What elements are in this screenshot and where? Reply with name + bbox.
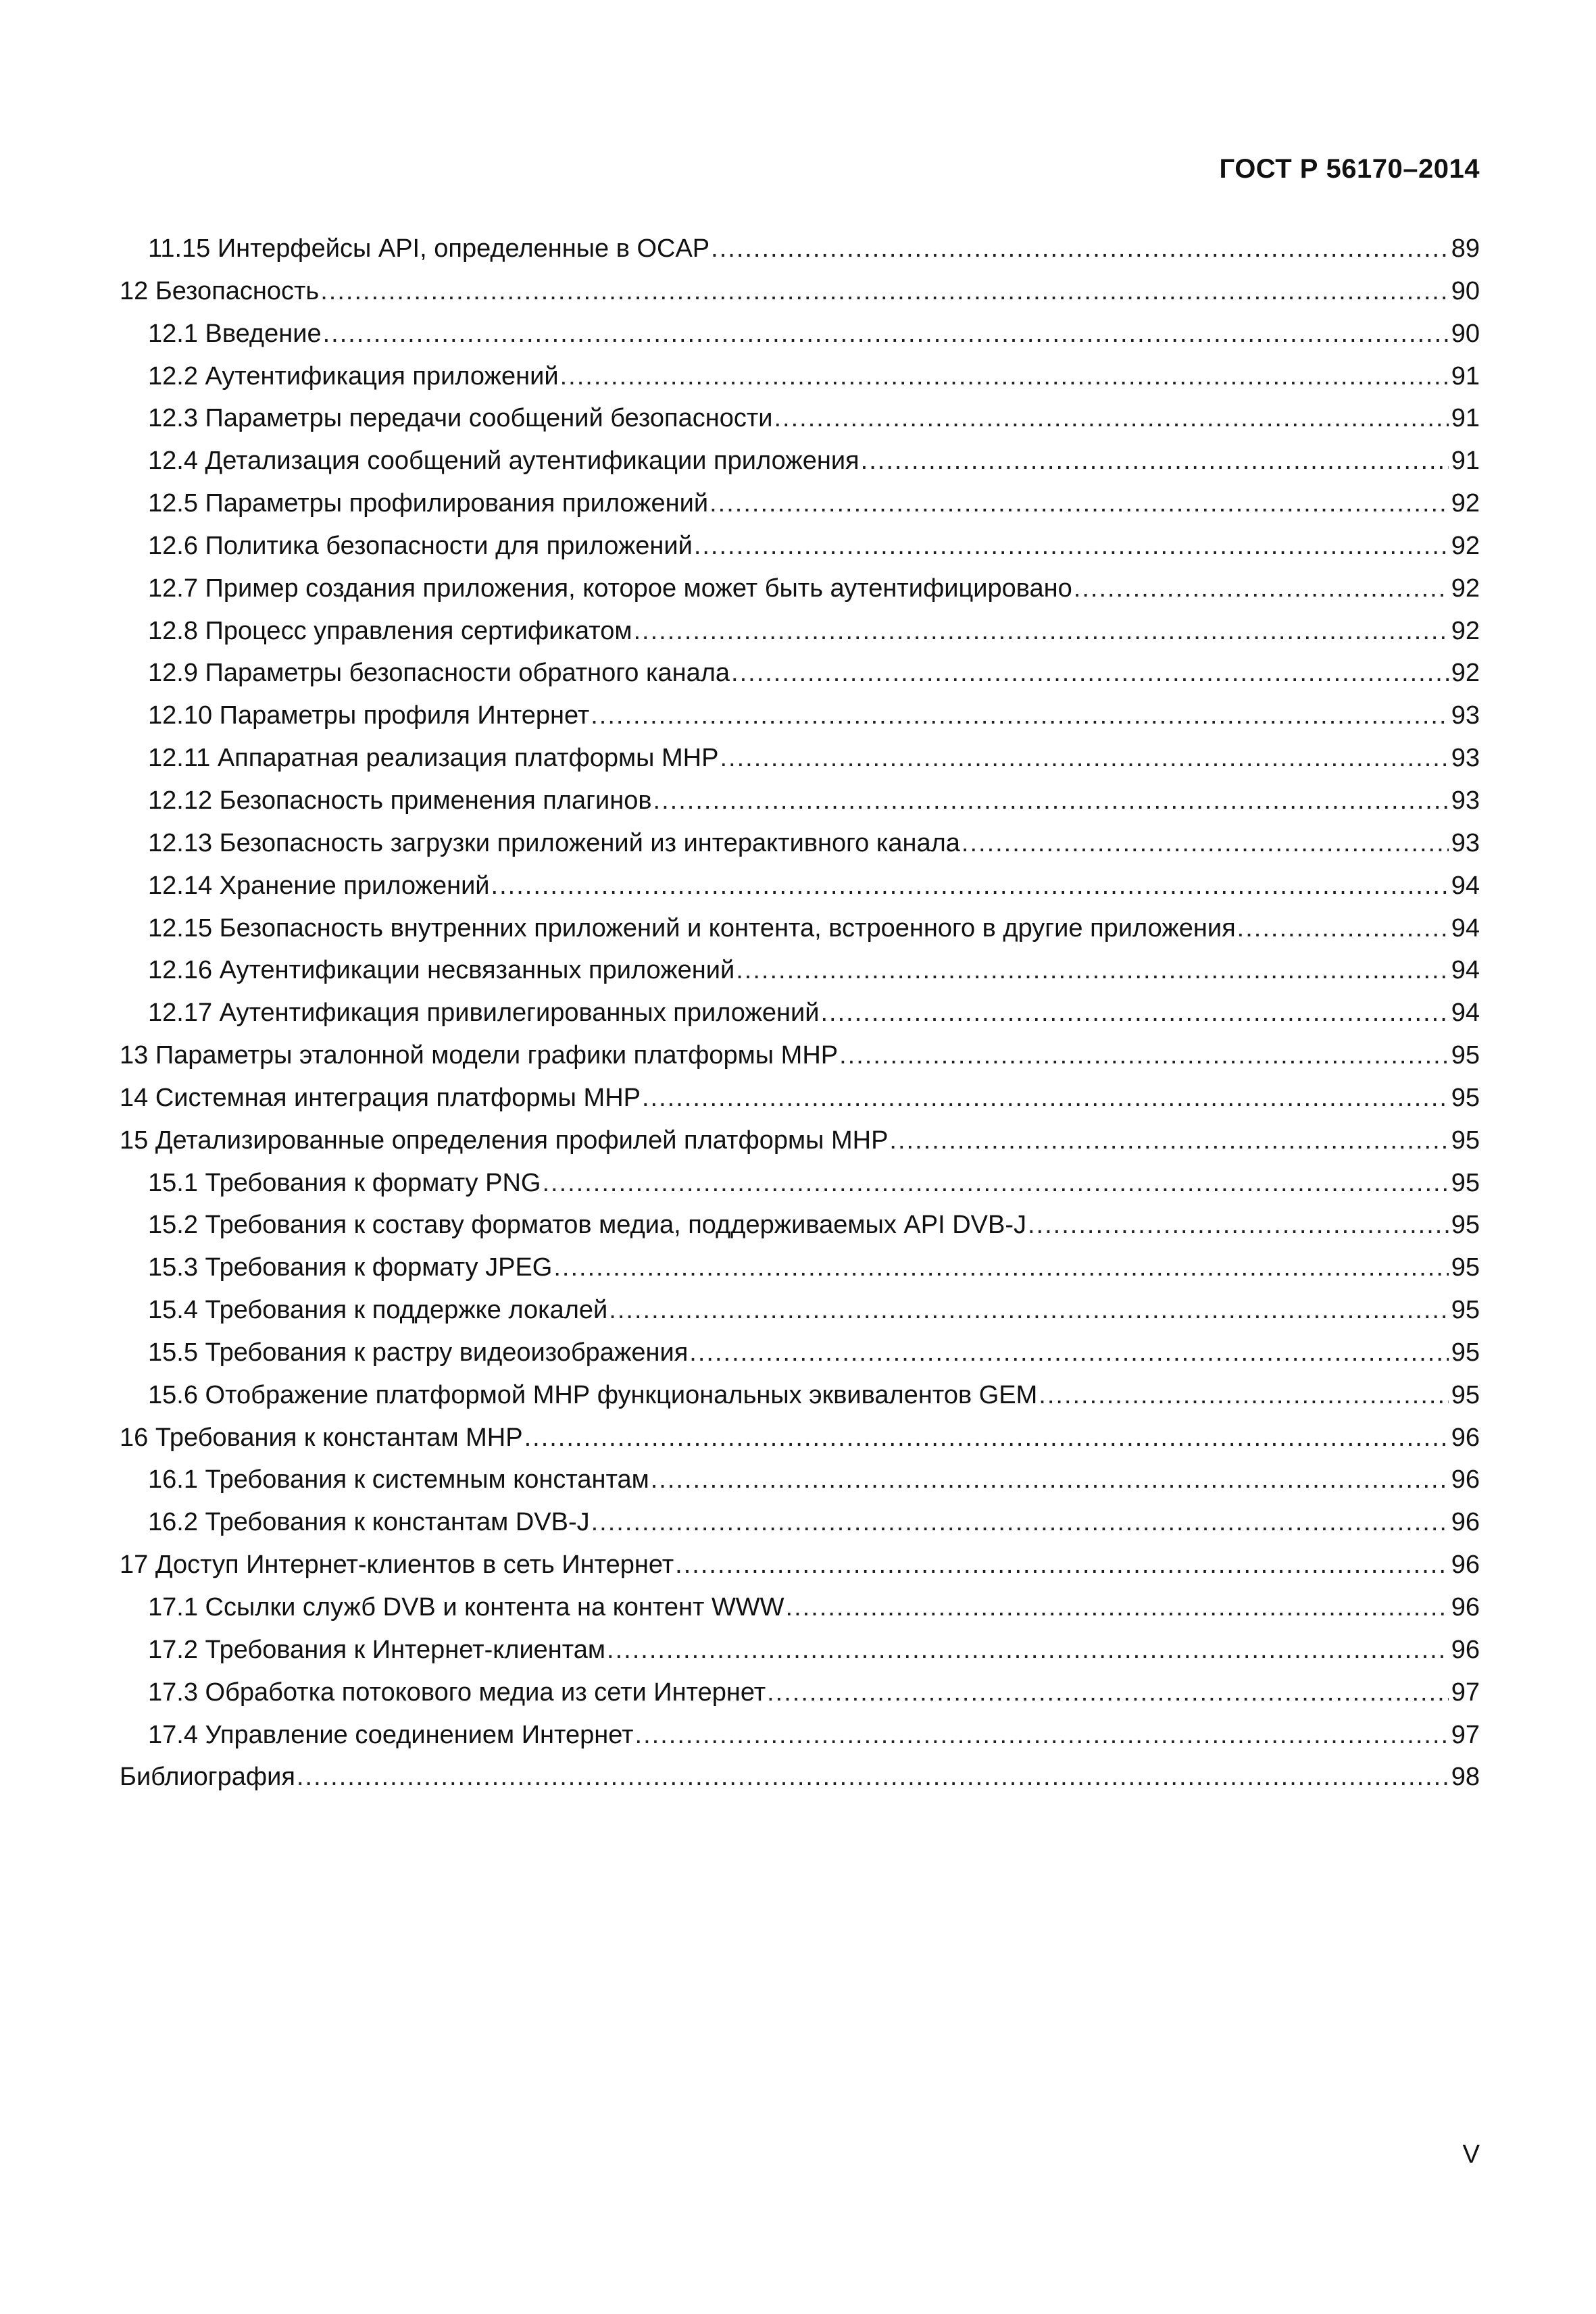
toc-entry-page: 91 [1451, 404, 1480, 433]
toc-entry[interactable] [120, 780, 1480, 822]
toc-leader-dots [323, 313, 1449, 355]
toc-leader-dots [962, 822, 1449, 865]
toc-entry[interactable] [120, 1544, 1480, 1586]
toc-entry[interactable] [120, 1247, 1480, 1289]
toc-entry[interactable] [120, 525, 1480, 568]
toc-entry[interactable] [120, 652, 1480, 695]
toc-leader-dots [491, 865, 1449, 907]
toc-entry-title: 15.3 Требования к формату JPEG [148, 1253, 553, 1282]
toc-entry-page: 90 [1451, 276, 1480, 305]
toc-leader-dots [320, 270, 1448, 313]
toc-entry[interactable] [120, 695, 1480, 737]
toc-entry-title: 12 Безопасность [120, 276, 320, 305]
toc-entry-page: 91 [1451, 447, 1480, 476]
toc-entry[interactable] [120, 1714, 1480, 1757]
toc-leader-dots [736, 949, 1448, 992]
toc-entry[interactable] [120, 1629, 1480, 1671]
toc-entry-page: 94 [1451, 999, 1480, 1028]
toc-leader-dots [731, 652, 1449, 695]
toc-entry-page: 94 [1451, 871, 1480, 900]
toc-entry[interactable] [120, 1034, 1480, 1077]
toc-entry-title: 12.17 Аутентификация привилегированных приложений [148, 999, 820, 1028]
toc-entry[interactable] [120, 1586, 1480, 1629]
toc-entry-title: Библиография [120, 1763, 295, 1792]
toc-entry-page: 96 [1451, 1465, 1480, 1494]
toc-entry[interactable] [120, 822, 1480, 865]
toc-entry[interactable] [120, 1501, 1480, 1544]
toc-entry[interactable] [120, 1077, 1480, 1120]
toc-leader-dots [861, 440, 1449, 482]
toc-entry-page: 97 [1451, 1720, 1480, 1749]
toc-leader-dots [607, 1629, 1449, 1671]
toc-entry-page: 94 [1451, 913, 1480, 942]
toc-entry-page: 95 [1451, 1126, 1480, 1155]
toc-leader-dots [524, 1417, 1449, 1459]
toc-entry-title: 17.2 Требования к Интернет-клиентам [148, 1635, 606, 1664]
document-header: ГОСТ Р 56170–2014 [1219, 154, 1480, 184]
toc-leader-dots [542, 1162, 1448, 1205]
toc-entry-title: 12.15 Безопасность внутренних приложений и контента, встроенного в другие приложения [148, 913, 1236, 942]
toc-entry-title: 12.8 Процесс управления сертификатом [148, 616, 632, 645]
toc-entry-page: 92 [1451, 531, 1480, 560]
toc-entry-page: 95 [1451, 1296, 1480, 1325]
toc-entry[interactable] [120, 1120, 1480, 1162]
toc-entry[interactable] [120, 1204, 1480, 1247]
toc-leader-dots [553, 1247, 1448, 1289]
toc-entry-page: 93 [1451, 744, 1480, 773]
toc-entry-title: 15.5 Требования к растру видеоизображения [148, 1338, 689, 1367]
toc-entry-page: 92 [1451, 489, 1480, 518]
toc-leader-dots [675, 1544, 1449, 1586]
toc-entry-title: 12.16 Аутентификации несвязанных приложений [148, 956, 735, 985]
toc-entry-page: 96 [1451, 1551, 1480, 1580]
toc-leader-dots [821, 992, 1449, 1034]
toc-entry-page: 96 [1451, 1635, 1480, 1664]
toc-entry[interactable] [120, 355, 1480, 398]
toc-entry[interactable] [120, 1756, 1480, 1799]
toc-entry-title: 15 Детализированные определения профилей платформы МНР [120, 1126, 889, 1155]
toc-entry[interactable] [120, 228, 1480, 270]
toc-entry-title: 17.1 Ссылки служб DVB и контента на контент WWW [148, 1593, 784, 1621]
toc-leader-dots [786, 1586, 1449, 1629]
toc-entry-page: 95 [1451, 1253, 1480, 1282]
toc-entry[interactable] [120, 1417, 1480, 1459]
toc-entry-title: 12.13 Безопасность загрузки приложений из интерактивного канала [148, 828, 960, 857]
toc-leader-dots [560, 355, 1449, 398]
table-of-contents [120, 228, 1480, 1799]
toc-entry[interactable] [120, 1671, 1480, 1714]
toc-entry-page: 97 [1451, 1678, 1480, 1707]
toc-leader-dots [634, 610, 1449, 653]
toc-entry-page: 93 [1451, 786, 1480, 815]
toc-entry-title: 14 Системная интеграция платформы МНР [120, 1083, 641, 1112]
toc-entry-title: 16.2 Требования к константам DVB-J [148, 1508, 590, 1537]
toc-entry-page: 96 [1451, 1508, 1480, 1537]
toc-leader-dots [297, 1756, 1449, 1799]
toc-entry-title: 12.1 Введение [148, 319, 322, 348]
toc-entry-title: 16 Требования к константам МНР [120, 1423, 523, 1452]
toc-leader-dots [651, 1459, 1449, 1501]
toc-entry-title: 12.4 Детализация сообщений аутентификации приложения [148, 447, 859, 476]
toc-leader-dots [591, 1501, 1449, 1544]
toc-leader-dots [709, 482, 1449, 525]
toc-entry-page: 95 [1451, 1338, 1480, 1367]
toc-entry-title: 11.15 Интерфейсы API, определенные в OCAP [148, 234, 710, 263]
toc-entry[interactable] [120, 907, 1480, 950]
toc-leader-dots [1028, 1204, 1449, 1247]
toc-leader-dots [689, 1332, 1448, 1374]
toc-entry-title: 12.12 Безопасность применения плагинов [148, 786, 652, 815]
toc-entry[interactable] [120, 482, 1480, 525]
toc-leader-dots [1039, 1374, 1448, 1417]
toc-entry-title: 12.3 Параметры передачи сообщений безопасности [148, 404, 773, 433]
toc-entry-page: 93 [1451, 701, 1480, 730]
toc-entry-title: 12.11 Аппаратная реализация платформы МНР [148, 744, 719, 773]
toc-entry[interactable] [120, 1289, 1480, 1332]
toc-leader-dots [591, 695, 1449, 737]
toc-entry-page: 96 [1451, 1423, 1480, 1452]
toc-entry[interactable] [120, 313, 1480, 355]
toc-entry[interactable] [120, 568, 1480, 610]
toc-leader-dots [609, 1289, 1448, 1332]
toc-entry-title: 12.10 Параметры профиля Интернет [148, 701, 590, 730]
toc-entry-page: 96 [1451, 1593, 1480, 1621]
toc-entry-page: 92 [1451, 616, 1480, 645]
toc-entry-title: 13 Параметры эталонной модели графики платформы МНР [120, 1041, 839, 1070]
toc-entry-page: 95 [1451, 1083, 1480, 1112]
page-number: V [1462, 2140, 1480, 2169]
toc-entry-page: 89 [1451, 234, 1480, 263]
toc-entry[interactable] [120, 397, 1480, 440]
toc-entry[interactable] [120, 440, 1480, 482]
toc-entry-title: 12.2 Аутентификация приложений [148, 361, 559, 391]
toc-entry[interactable] [120, 1374, 1480, 1417]
toc-entry-title: 12.5 Параметры профилирования приложений [148, 489, 709, 518]
toc-entry[interactable] [120, 1162, 1480, 1205]
toc-entry[interactable] [120, 1332, 1480, 1374]
toc-entry-title: 15.6 Отображение платформой МНР функциональных эквивалентов GEM [148, 1380, 1038, 1409]
toc-entry-title: 12.6 Политика безопасности для приложений [148, 531, 693, 560]
toc-entry-title: 15.1 Требования к формату PNG [148, 1168, 541, 1197]
toc-leader-dots [711, 228, 1449, 270]
toc-entry-page: 93 [1451, 828, 1480, 857]
toc-entry-page: 98 [1451, 1763, 1480, 1792]
toc-entry-title: 15.2 Требования к составу форматов медиа, поддерживаемых API DVB-J [148, 1211, 1026, 1240]
toc-leader-dots [694, 525, 1449, 568]
toc-leader-dots [635, 1714, 1449, 1757]
toc-leader-dots [767, 1671, 1449, 1714]
toc-entry-page: 95 [1451, 1041, 1480, 1070]
toc-entry-page: 95 [1451, 1380, 1480, 1409]
toc-entry-title: 12.14 Хранение приложений [148, 871, 490, 900]
toc-entry-title: 16.1 Требования к системным константам [148, 1465, 649, 1494]
toc-entry-title: 15.4 Требования к поддержке локалей [148, 1296, 608, 1325]
toc-entry[interactable] [120, 270, 1480, 313]
toc-entry-page: 90 [1451, 319, 1480, 348]
toc-entry-page: 94 [1451, 956, 1480, 985]
toc-leader-dots [720, 737, 1448, 780]
toc-leader-dots [1237, 907, 1449, 950]
toc-entry[interactable] [120, 865, 1480, 907]
toc-entry-page: 95 [1451, 1168, 1480, 1197]
toc-entry-page: 91 [1451, 361, 1480, 391]
toc-leader-dots [774, 397, 1449, 440]
toc-entry[interactable] [120, 610, 1480, 653]
toc-entry-page: 92 [1451, 574, 1480, 603]
toc-leader-dots [1074, 568, 1449, 610]
toc-leader-dots [839, 1034, 1449, 1077]
toc-entry[interactable] [120, 1459, 1480, 1501]
toc-entry-title: 12.9 Параметры безопасности обратного канала [148, 659, 730, 688]
toc-entry-title: 12.7 Пример создания приложения, которое может быть аутентифицировано [148, 574, 1072, 603]
toc-entry[interactable] [120, 737, 1480, 780]
toc-entry-title: 17.4 Управление соединением Интернет [148, 1720, 634, 1749]
toc-leader-dots [889, 1120, 1448, 1162]
toc-entry-title: 17 Доступ Интернет-клиентов в сеть Интернет [120, 1551, 674, 1580]
toc-leader-dots [653, 780, 1449, 822]
toc-entry[interactable] [120, 949, 1480, 992]
toc-entry-page: 92 [1451, 659, 1480, 688]
toc-leader-dots [642, 1077, 1449, 1120]
toc-entry-page: 95 [1451, 1211, 1480, 1240]
toc-entry[interactable] [120, 992, 1480, 1034]
toc-entry-title: 17.3 Обработка потокового медиа из сети Интернет [148, 1678, 766, 1707]
